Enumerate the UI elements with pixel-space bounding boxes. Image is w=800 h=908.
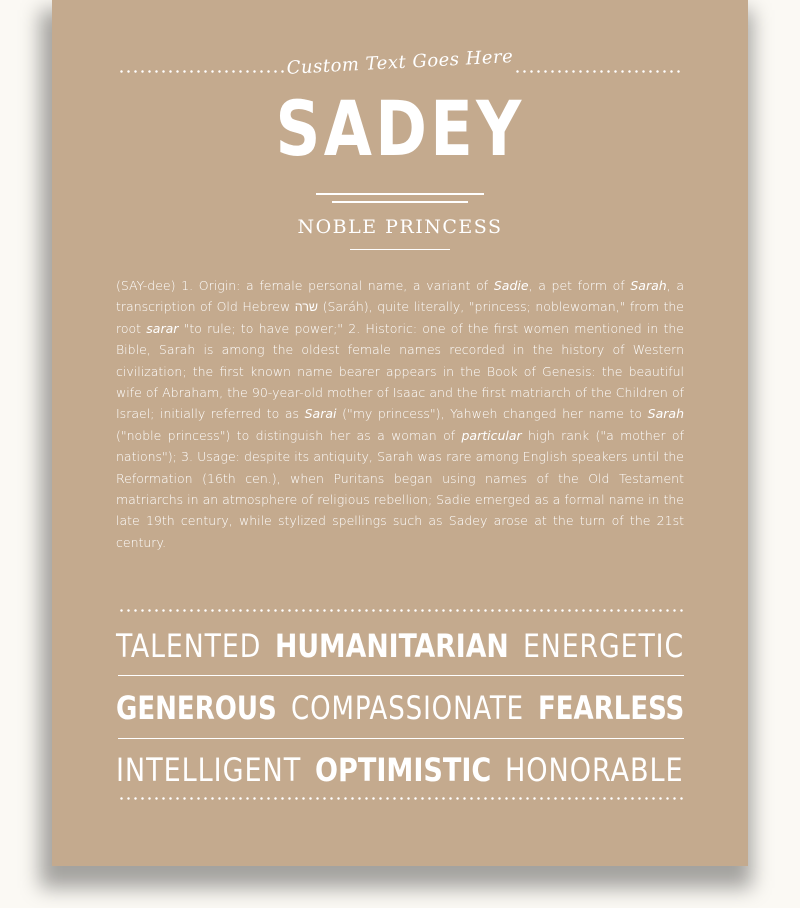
description-text: ("my princess"), Yahweh changed her name to (336, 406, 648, 422)
description-text: (SAY-dee) 1. Origin: a female personal name, a variant of (116, 278, 494, 293)
rule-lower (332, 201, 468, 203)
rule-upper (316, 193, 484, 195)
trait-word: HONORABLE (505, 751, 685, 789)
description-italic-term: sarar (146, 320, 179, 336)
description-text: , a pet form of (528, 278, 631, 293)
trait-word: FEARLESS (537, 689, 685, 727)
trait-row-3 (116, 747, 684, 793)
dotted-divider-traits-top (118, 609, 684, 612)
trait-word: OPTIMISTIC (315, 751, 492, 789)
trait-word: COMPASSIONATE (290, 689, 524, 727)
description-italic-term: particular (461, 427, 522, 443)
description-italic-term: Sadie (493, 278, 529, 293)
description-text: "to rule; to have power;" 2. Historic: one of the first women mentioned in the Bible, Sarah is among the oldest female names recorded in the history of Western civilization; the first known name bearer appears in the Book of Genesis: the beautiful wife of Abraham, the 90-year-old mother of Isaac and the first matriarch of the Children of Israel; initially referred to as (116, 320, 684, 422)
trait-rule-1 (118, 675, 684, 676)
name-meaning: NOBLE PRINCESS (297, 216, 503, 238)
description-italic-term: Sarah (630, 278, 667, 293)
trait-word: INTELLIGENT (116, 751, 302, 789)
rule-meaning-underline (350, 249, 450, 250)
trait-word: ENERGETIC (522, 627, 684, 665)
trait-row-2 (116, 685, 684, 731)
trait-word: HUMANITARIAN (275, 627, 509, 665)
trait-word: GENEROUS (116, 689, 277, 727)
name-description (116, 275, 684, 553)
dotted-divider-bottom (118, 797, 684, 800)
name-title: SADEY (275, 84, 525, 173)
trait-word: TALENTED (116, 627, 262, 665)
description-text: , a transcription of Old Hebrew שרה (Saráh), quite literally, "princess; noblewoman," from the root (116, 278, 684, 336)
description-italic-term: Sarai (304, 406, 337, 422)
description-italic-term: Sarah (647, 406, 684, 422)
custom-text: Custom Text Goes Here (286, 46, 514, 79)
trait-rule-2 (118, 738, 684, 739)
trait-row-1 (116, 623, 684, 669)
description-text: ("noble princess") to distinguish her as a woman of (116, 427, 462, 443)
description-text: high rank ("a mother of nations"); 3. Usage: despite its antiquity, Sarah was rare among English speakers until the Reformation (16th cen.), when Puritans began using names of the Old Testament matriarchs in an atmosphere of religious rebellion; Sadie emerged as a formal name in the late 19th century, while stylized spellings such as Sadey arose at the turn of the 21st century. (116, 427, 684, 550)
name-poster (52, 0, 748, 866)
dotted-divider-top-right (514, 70, 684, 73)
